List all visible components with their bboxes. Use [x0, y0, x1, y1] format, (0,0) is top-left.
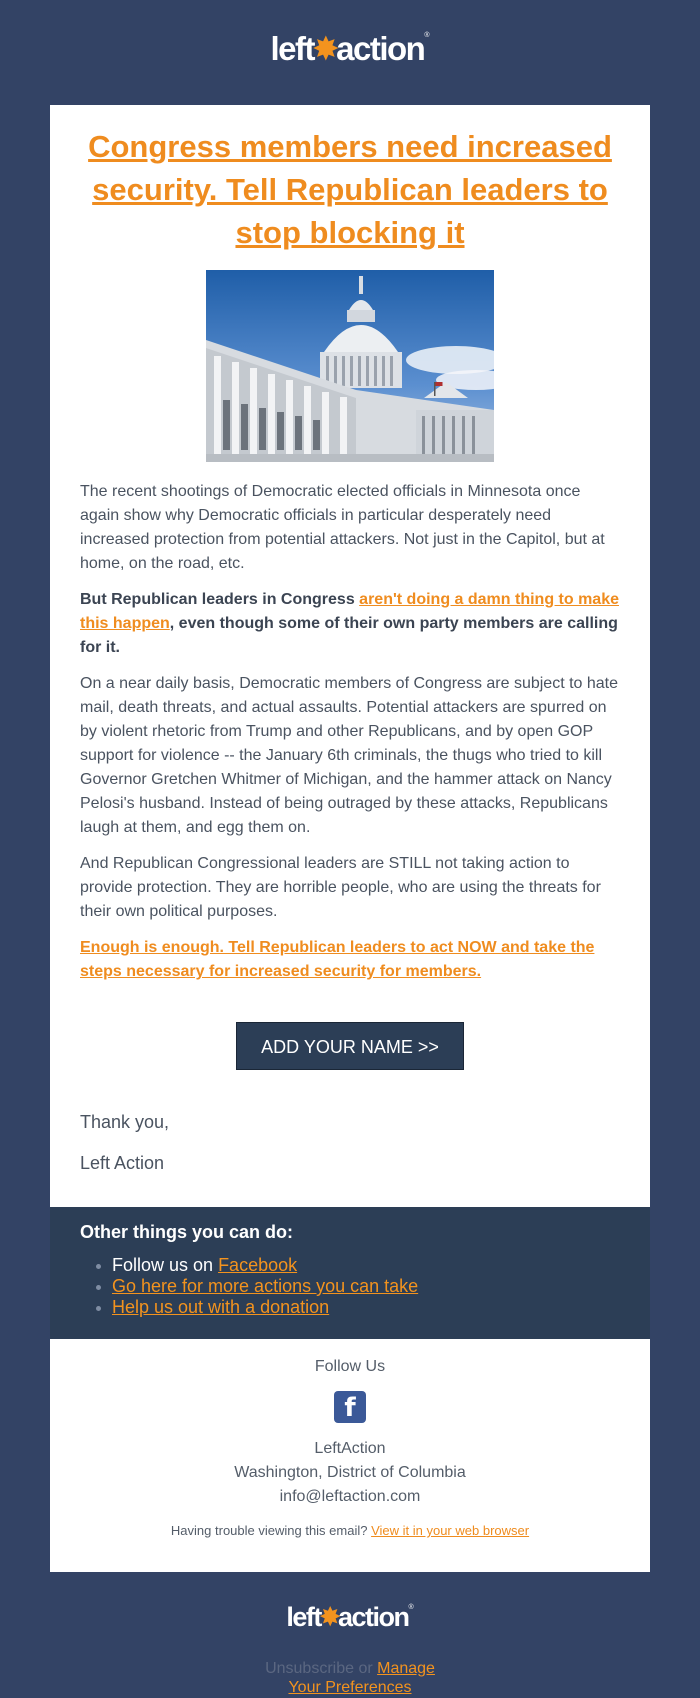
other-actions-panel — [50, 1207, 650, 1339]
logo-text-left: left — [270, 30, 314, 67]
paragraph-2-text-before: But Republican leaders in Congress — [80, 591, 360, 608]
paragraph-2 — [80, 588, 620, 660]
headline — [80, 105, 620, 254]
thank-you-text: Thank you, — [80, 1112, 170, 1132]
capitol-building-image — [206, 270, 494, 462]
follow-us-label: Follow Us — [314, 1358, 386, 1375]
logo-text-right-bottom: action — [337, 1602, 409, 1632]
logo-text-left-bottom: left — [286, 1602, 321, 1632]
starburst-icon-bottom: ✸ — [318, 1602, 340, 1632]
logo-registered-mark: ® — [424, 32, 430, 39]
manage-preferences-text: Manage Your Preferences — [288, 1660, 435, 1696]
footer-org-name: LeftAction — [314, 1440, 386, 1457]
other-actions-heading: Other things you can do: — [80, 1222, 294, 1242]
paragraph-4: And Republican Congressional leaders are STILL not taking action to provide protection. They are horrible people, who are using the threats for their own political purposes. — [80, 855, 601, 920]
leftaction-logo-top[interactable] — [0, 0, 700, 66]
inline-action-link[interactable]: aren't doing a damn thing to make this happen — [80, 591, 619, 632]
donation-link[interactable]: Help us out with a donation — [112, 1297, 330, 1317]
list-item-more-actions — [112, 1276, 620, 1297]
footer-email[interactable]: info@leftaction.com — [279, 1488, 421, 1505]
paragraph-5 — [80, 936, 620, 984]
view-in-browser-link[interactable]: View it in your web browser — [371, 1523, 530, 1538]
paragraph-3: On a near daily basis, Democratic members of Congress are subject to hate mail, death threats, and actual assaults. Potential attackers are spurred on by violent rhetoric from Trump and other Republicans, and by open GOP support for violence -- the January 6th criminals, the thugs who tried to kill Governor Gretchen Whitmer of Michigan, and the hammer attack on Nancy Pelosi's husband. Instead of being outraged by these attacks, Republicans laugh at them, and egg them on. — [80, 675, 619, 836]
follow-us-text: Follow us on — [112, 1255, 219, 1275]
list-item-donation — [112, 1297, 620, 1318]
list-item-follow — [112, 1255, 620, 1276]
unsubscribe-area — [250, 1659, 450, 1697]
paragraph-2-text-after: , even though some of their own party members are calling for it. — [80, 615, 618, 656]
footer-card — [50, 1339, 650, 1572]
paragraph-1: The recent shootings of Democratic elected officials in Minnesota once again show why Democratic officials in particular desperately need increased protection from potential attackers. Not just in the Capitol, but at home, on the road, etc. — [80, 483, 605, 572]
facebook-icon[interactable]: f — [334, 1391, 366, 1423]
unsubscribe-link[interactable]: Unsubscribe or — [265, 1660, 378, 1677]
other-actions-list — [80, 1255, 620, 1318]
main-content-card — [50, 105, 650, 1207]
add-your-name-button[interactable]: ADD YOUR NAME >> — [236, 1022, 464, 1070]
headline-link[interactable]: Congress members need increased security. Tell Republican leaders to stop blocking it — [88, 129, 612, 250]
logo-registered-mark-bottom: ® — [408, 1604, 414, 1611]
logo-text-right: action — [336, 30, 425, 67]
footer-location: Washington, District of Columbia — [234, 1464, 466, 1481]
facebook-link[interactable]: Facebook — [218, 1255, 298, 1275]
trouble-viewing-line — [50, 1523, 650, 1538]
leftaction-logo-bottom[interactable] — [0, 1604, 700, 1631]
enough-is-enough-link[interactable]: Enough is enough. Tell Republican leaders to act NOW and take the steps necessary for increased security for members. — [80, 939, 595, 980]
starburst-icon: ✸ — [311, 30, 339, 67]
trouble-viewing-text: Having trouble viewing this email? — [170, 1523, 372, 1538]
capitol-photo[interactable] — [206, 270, 494, 462]
more-actions-link[interactable]: Go here for more actions you can take — [112, 1276, 419, 1296]
signature-name: Left Action — [80, 1153, 165, 1173]
